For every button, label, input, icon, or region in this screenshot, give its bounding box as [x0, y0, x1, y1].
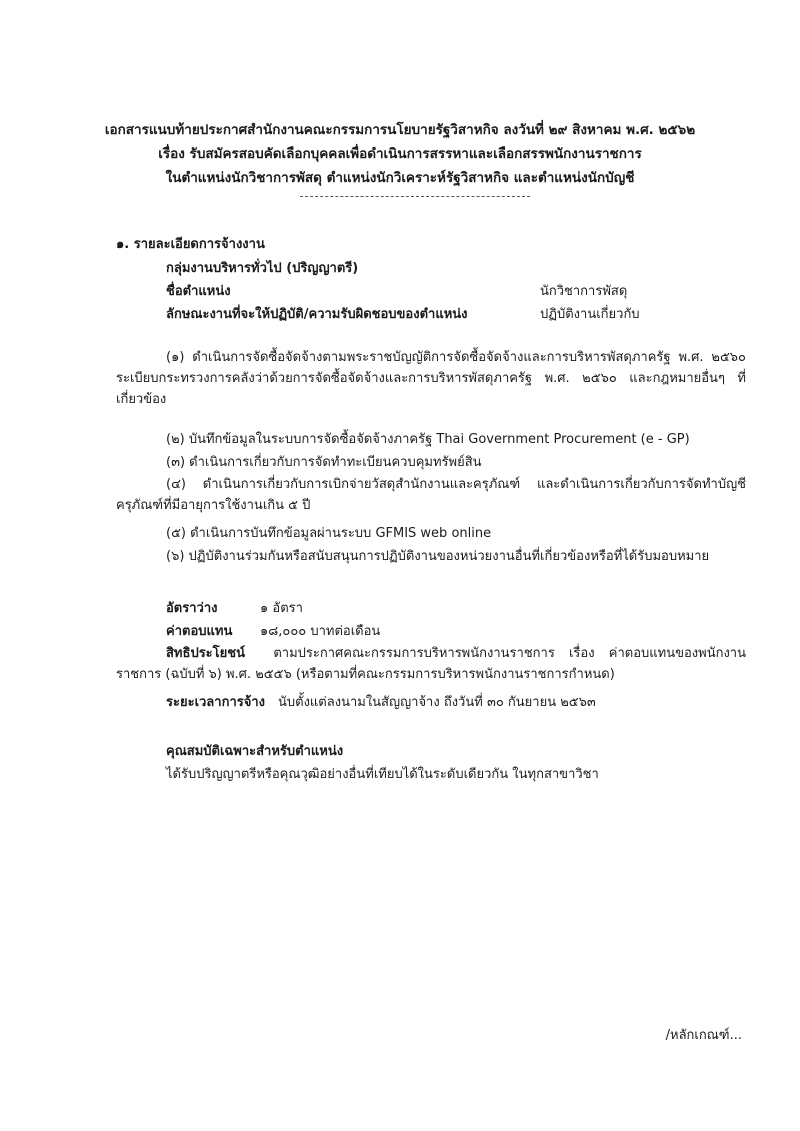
duty-label: ลักษณะงานที่จะให้ปฏิบัติ/ความรับผิดชอบของตำแหน่ง	[166, 307, 468, 322]
vacancy-value: ๑ อัตรา	[260, 601, 303, 616]
header-line-3: ในตำแหน่งนักวิชาการพัสดุ ตำแหน่งนักวิเคราะห์รัฐวิสาหกิจ และตำแหน่งนักบัญชี	[165, 170, 635, 186]
job-group: กลุ่มงานบริหารทั่วไป (ปริญญาตรี)	[166, 261, 359, 276]
section-1-title: ๑. รายละเอียดการจ้างงาน	[116, 237, 265, 252]
benefit-value: ตามประกาศคณะกรรมการบริหารพนักงานราชการ เรื่อง ค่าตอบแทนของพนักงานราชการ (ฉบับที่ ๖) พ.ศ. ๒๕๕๖ (หรือตามที่คณะกรรมการบริหารพนักงานราชการกำหนด)	[116, 646, 746, 682]
duty-item-2: (๒) บันทึกข้อมูลในระบบการจัดซื้อจัดจ้างภาครัฐ Thai Government Procurement (e - GP)	[166, 432, 690, 447]
continuation-marker: /หลักเกณฑ์...	[665, 1028, 742, 1043]
period-value: นับตั้งแต่ลงนามในสัญญาจ้าง ถึงวันที่ ๓๐ กันยายน ๒๕๖๓	[278, 695, 596, 710]
benefit-paragraph	[116, 643, 746, 685]
position-value: นักวิชาการพัสดุ	[540, 284, 628, 299]
period-label: ระยะเวลาการจ้าง	[166, 695, 265, 710]
qualification-text: ได้รับปริญญาตรีหรือคุณวุฒิอย่างอื่นที่เทียบได้ในระดับเดียวกัน ในทุกสาขาวิชา	[166, 767, 599, 782]
qualification-title: คุณสมบัติเฉพาะสำหรับตำแหน่ง	[166, 744, 344, 759]
duty-item-3: (๓) ดำเนินการเกี่ยวกับการจัดทำทะเบียนควบคุมทรัพย์สิน	[166, 455, 482, 470]
header-line-1: เอกสารแนบท้ายประกาศสำนักงานคณะกรรมการนโยบายรัฐวิสาหกิจ ลงวันที่ ๒๙ สิงหาคม พ.ศ. ๒๕๖๒	[104, 122, 696, 138]
header-line-2: เรื่อง รับสมัครสอบคัดเลือกบุคคลเพื่อดำเนินการสรรหาและเลือกสรรพนักงานราชการ	[158, 146, 642, 162]
position-label: ชื่อตำแหน่ง	[166, 284, 231, 299]
duty-item-6: (๖) ปฏิบัติงานร่วมกันหรือสนับสนุนการปฏิบัติงานของหน่วยงานอื่นที่เกี่ยวข้องหรือที่ได้รับมอบหมาย	[166, 549, 710, 564]
duty-value: ปฏิบัติงานเกี่ยวกับ	[540, 307, 640, 322]
duty-item-4: (๔) ดำเนินการเกี่ยวกับการเบิกจ่ายวัสดุสำนักงานและครุภัณฑ์ และดำเนินการเกี่ยวกับการจัดทำบัญชีครุภัณฑ์ที่มีอายุการใช้งานเกิน ๕ ปี	[116, 477, 746, 513]
vacancy-label: อัตราว่าง	[166, 601, 218, 616]
pay-value: ๑๘,๐๐๐ บาทต่อเดือน	[260, 624, 381, 639]
benefit-label: สิทธิประโยชน์	[166, 646, 245, 661]
header-divider	[300, 196, 530, 197]
duty-item-5: (๕) ดำเนินการบันทึกข้อมูลผ่านระบบ GFMIS web online	[166, 526, 492, 541]
duty-item-1: (๑) ดำเนินการจัดซื้อจัดจ้างตามพระราชบัญญัติการจัดซื้อจัดจ้างและการบริหารพัสดุภาครัฐ พ.ศ. ๒๕๖๐ ระเบียบกระทรวงการคลังว่าด้วยการจัดซื้อจัดจ้างและการบริหารพัสดุภาครัฐ พ.ศ. ๒๕๖๐ และกฎหมายอื่นๆ ที่เกี่ยวข้อง	[116, 350, 746, 407]
pay-label: ค่าตอบแทน	[166, 624, 233, 639]
